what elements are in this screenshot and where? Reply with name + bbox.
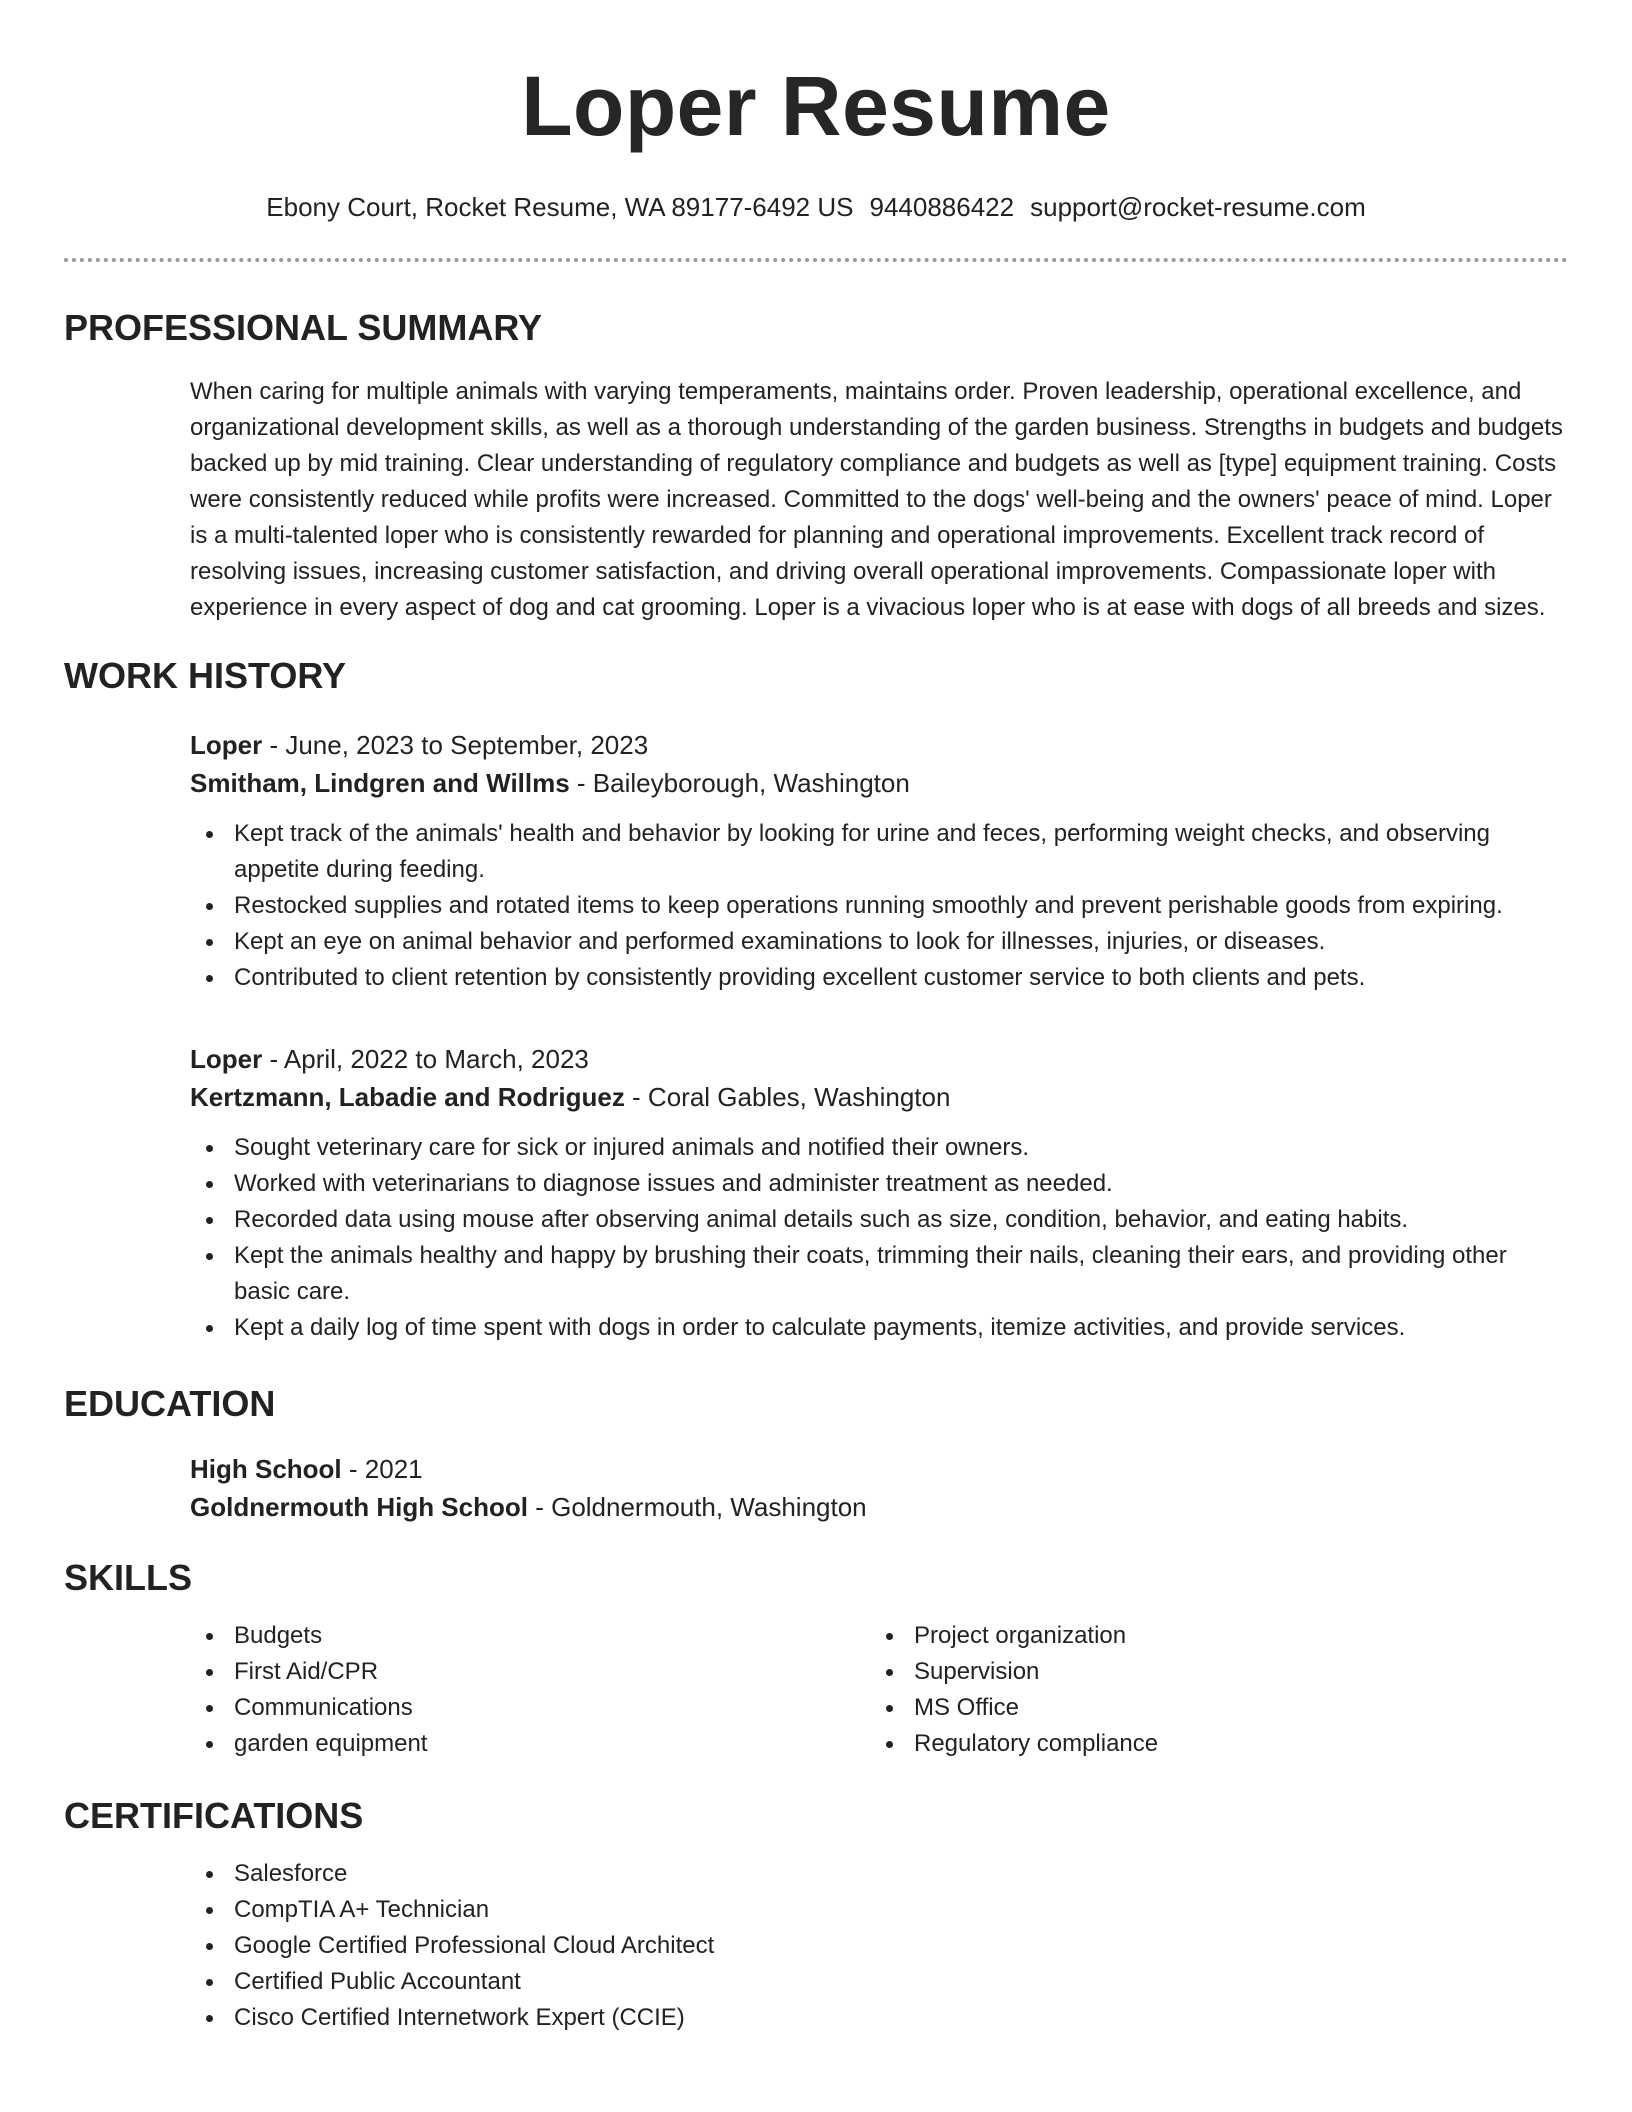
job-role: Loper <box>190 1044 263 1074</box>
job-entry <box>64 726 1568 996</box>
skill-item: First Aid/CPR <box>190 1654 870 1690</box>
certification-item: Cisco Certified Internetwork Expert (CCIE) <box>190 2000 1568 2036</box>
job-bullet: Recorded data using mouse after observing animal details such as size, condition, behavior, and eating habits. <box>190 1202 1568 1238</box>
skills-column-left <box>190 1618 870 1762</box>
job-company-line <box>190 1078 1568 1116</box>
contact-email: support@rocket-resume.com <box>1030 192 1366 222</box>
job-role-line <box>190 726 1568 764</box>
certification-item: Google Certified Professional Cloud Architect <box>190 1928 1568 1964</box>
job-company-line <box>190 764 1568 802</box>
section-title-education: EDUCATION <box>64 1383 276 1424</box>
education-school: Goldnermouth High School <box>190 1492 528 1522</box>
skills-column-right <box>870 1618 1550 1762</box>
education-entry <box>64 1450 1568 1526</box>
education-degree: High School <box>190 1454 342 1484</box>
certification-item: Salesforce <box>190 1856 1568 1892</box>
education-school-line <box>190 1488 1568 1526</box>
section-title-summary: PROFESSIONAL SUMMARY <box>64 307 543 348</box>
certification-item: CompTIA A+ Technician <box>190 1892 1568 1928</box>
job-location: - Baileyborough, Washington <box>569 768 910 798</box>
skills-grid <box>64 1618 1568 1762</box>
job-bullet: Restocked supplies and rotated items to keep operations running smoothly and prevent perishable goods from expiring. <box>190 888 1568 924</box>
skill-item: Budgets <box>190 1618 870 1654</box>
section-title-skills: SKILLS <box>64 1557 193 1598</box>
education-location: - Goldnermouth, Washington <box>527 1492 867 1522</box>
job-bullets <box>190 816 1568 996</box>
education-degree-line <box>190 1450 1568 1488</box>
job-location: - Coral Gables, Washington <box>624 1082 951 1112</box>
job-role: Loper <box>190 730 263 760</box>
skill-item: MS Office <box>870 1690 1550 1726</box>
job-bullet: Kept the animals healthy and happy by brushing their coats, trimming their nails, cleaning their ears, and providing other basic care. <box>190 1238 1568 1310</box>
certification-item: Certified Public Accountant <box>190 1964 1568 2000</box>
contact-address: Ebony Court, Rocket Resume, WA 89177-6492 US <box>266 192 854 222</box>
job-bullet: Worked with veterinarians to diagnose issues and administer treatment as needed. <box>190 1166 1568 1202</box>
job-bullet: Kept an eye on animal behavior and performed examinations to look for illnesses, injuries, or diseases. <box>190 924 1568 960</box>
job-bullet: Kept a daily log of time spent with dogs in order to calculate payments, itemize activities, and provide services. <box>190 1310 1568 1346</box>
summary-text: When caring for multiple animals with varying temperaments, maintains order. Proven leadership, operational excellence, and organizational development skills, as well as a thorough understanding of the garden business. Strengths in budgets and budgets backed up by mid training. Clear understanding of regulatory compliance and budgets as well as [type] equipment training. Costs were consistently reduced while profits were increased. Committed to the dogs' well-being and the owners' peace of mind. Loper is a multi-talented loper who is consistently rewarded for planning and operational improvements. Excellent track record of resolving issues, increasing customer satisfaction, and driving overall operational improvements. Compassionate loper with experience in every aspect of dog and cat grooming. Loper is a vivacious loper who is at ease with dogs of all breeds and sizes. <box>190 378 1563 621</box>
skill-item: Project organization <box>870 1618 1550 1654</box>
section-title-certifications: CERTIFICATIONS <box>64 1795 364 1836</box>
skill-item: Supervision <box>870 1654 1550 1690</box>
job-bullets <box>190 1130 1568 1346</box>
skill-item: Regulatory compliance <box>870 1726 1550 1762</box>
job-entry <box>64 1040 1568 1346</box>
skill-item: Communications <box>190 1690 870 1726</box>
job-role-line <box>190 1040 1568 1078</box>
job-bullet: Sought veterinary care for sick or injured animals and notified their owners. <box>190 1130 1568 1166</box>
job-company: Kertzmann, Labadie and Rodriguez <box>190 1082 625 1112</box>
job-bullet: Kept track of the animals' health and behavior by looking for urine and feces, performing weight checks, and observing appetite during feeding. <box>190 816 1568 888</box>
skill-item: garden equipment <box>190 1726 870 1762</box>
job-bullet: Contributed to client retention by consistently providing excellent customer service to both clients and pets. <box>190 960 1568 996</box>
certifications-list <box>64 1856 1568 2036</box>
resume-name: Loper Resume <box>521 59 1111 153</box>
section-title-work-history: WORK HISTORY <box>64 655 347 696</box>
contact-phone: 9440886422 <box>869 192 1015 222</box>
job-dates: - April, 2022 to March, 2023 <box>262 1044 589 1074</box>
job-company: Smitham, Lindgren and Willms <box>190 768 570 798</box>
job-dates: - June, 2023 to September, 2023 <box>262 730 649 760</box>
education-year: - 2021 <box>341 1454 423 1484</box>
contact-line <box>64 190 1568 224</box>
header-divider <box>64 258 1568 262</box>
